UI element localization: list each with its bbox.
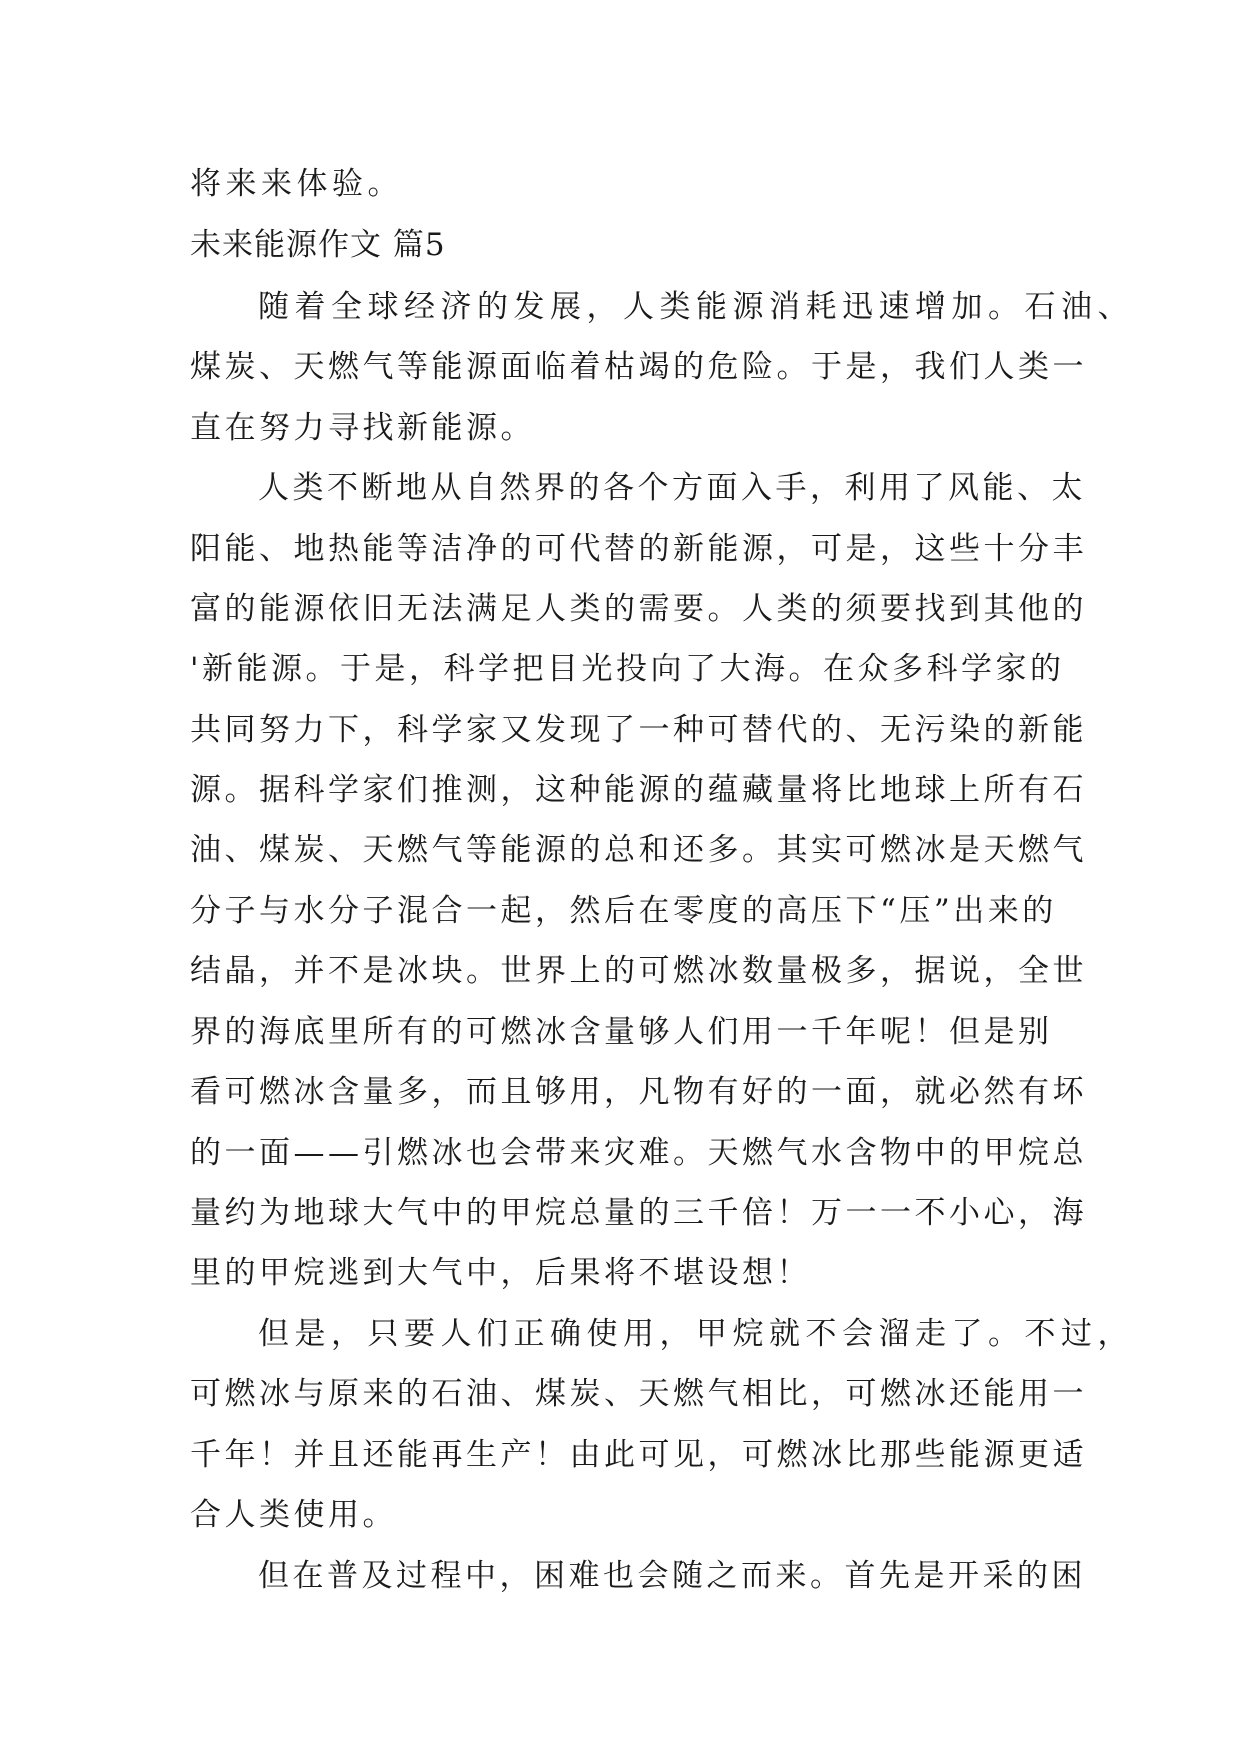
paragraph-line: 煤炭、天燃气等能源面临着枯竭的危险。于是，我们人类一: [190, 349, 1087, 385]
paragraph-line: 合人类使用。: [190, 1497, 397, 1533]
paragraph-line: 但是，只要人们正确使用，甲烷就不会溜走了。不过，: [258, 1316, 1134, 1352]
paragraph-line: 共同努力下，科学家又发现了一种可替代的、无污染的新能: [190, 712, 1087, 748]
text-line: 将来来体验。: [190, 166, 403, 202]
section-heading: 未来能源作文 篇5: [190, 227, 446, 263]
paragraph-line: 油、煤炭、天燃气等能源的总和还多。其实可燃冰是天燃气: [190, 832, 1087, 868]
paragraph-line: 看可燃冰含量多，而且够用，凡物有好的一面，就必然有坏: [190, 1074, 1087, 1110]
paragraph-line: 可燃冰与原来的石油、煤炭、天燃气相比，可燃冰还能用一: [190, 1376, 1087, 1412]
paragraph-line: 量约为地球大气中的甲烷总量的三千倍！万一一不小心，海: [190, 1195, 1087, 1231]
paragraph-line: 人类不断地从自然界的各个方面入手，利用了风能、太: [258, 470, 1086, 506]
paragraph-line: 源。据科学家们推测，这种能源的蕴藏量将比地球上所有石: [190, 772, 1087, 808]
paragraph-line: 阳能、地热能等洁净的可代替的新能源，可是，这些十分丰: [190, 531, 1087, 567]
paragraph-line: 富的能源依旧无法满足人类的需要。人类的须要找到其他的: [190, 591, 1087, 627]
paragraph-line: 里的甲烷逃到大气中，后果将不堪设想！: [190, 1255, 811, 1291]
paragraph-line: 结晶，并不是冰块。世界上的可燃冰数量极多，据说，全世: [190, 953, 1087, 989]
paragraph-line: 界的海底里所有的可燃冰含量够人们用一千年呢！但是别: [190, 1014, 1053, 1050]
paragraph-line: 千年！并且还能再生产！由此可见，可燃冰比那些能源更适: [190, 1437, 1087, 1473]
paragraph-line: 直在努力寻找新能源。: [190, 410, 535, 446]
paragraph-line: 但在普及过程中，困难也会随之而来。首先是开采的困: [258, 1558, 1086, 1594]
paragraph-line: 随着全球经济的发展，人类能源消耗迅速增加。石油、: [258, 289, 1134, 325]
paragraph-line: 分子与水分子混合一起，然后在零度的高压下“压”出来的: [190, 893, 1057, 929]
paragraph-line: 的一面——引燃冰也会带来灾难。天燃气水含物中的甲烷总: [190, 1135, 1087, 1171]
paragraph-line: '新能源。于是，科学把目光投向了大海。在众多科学家的: [190, 651, 1065, 687]
